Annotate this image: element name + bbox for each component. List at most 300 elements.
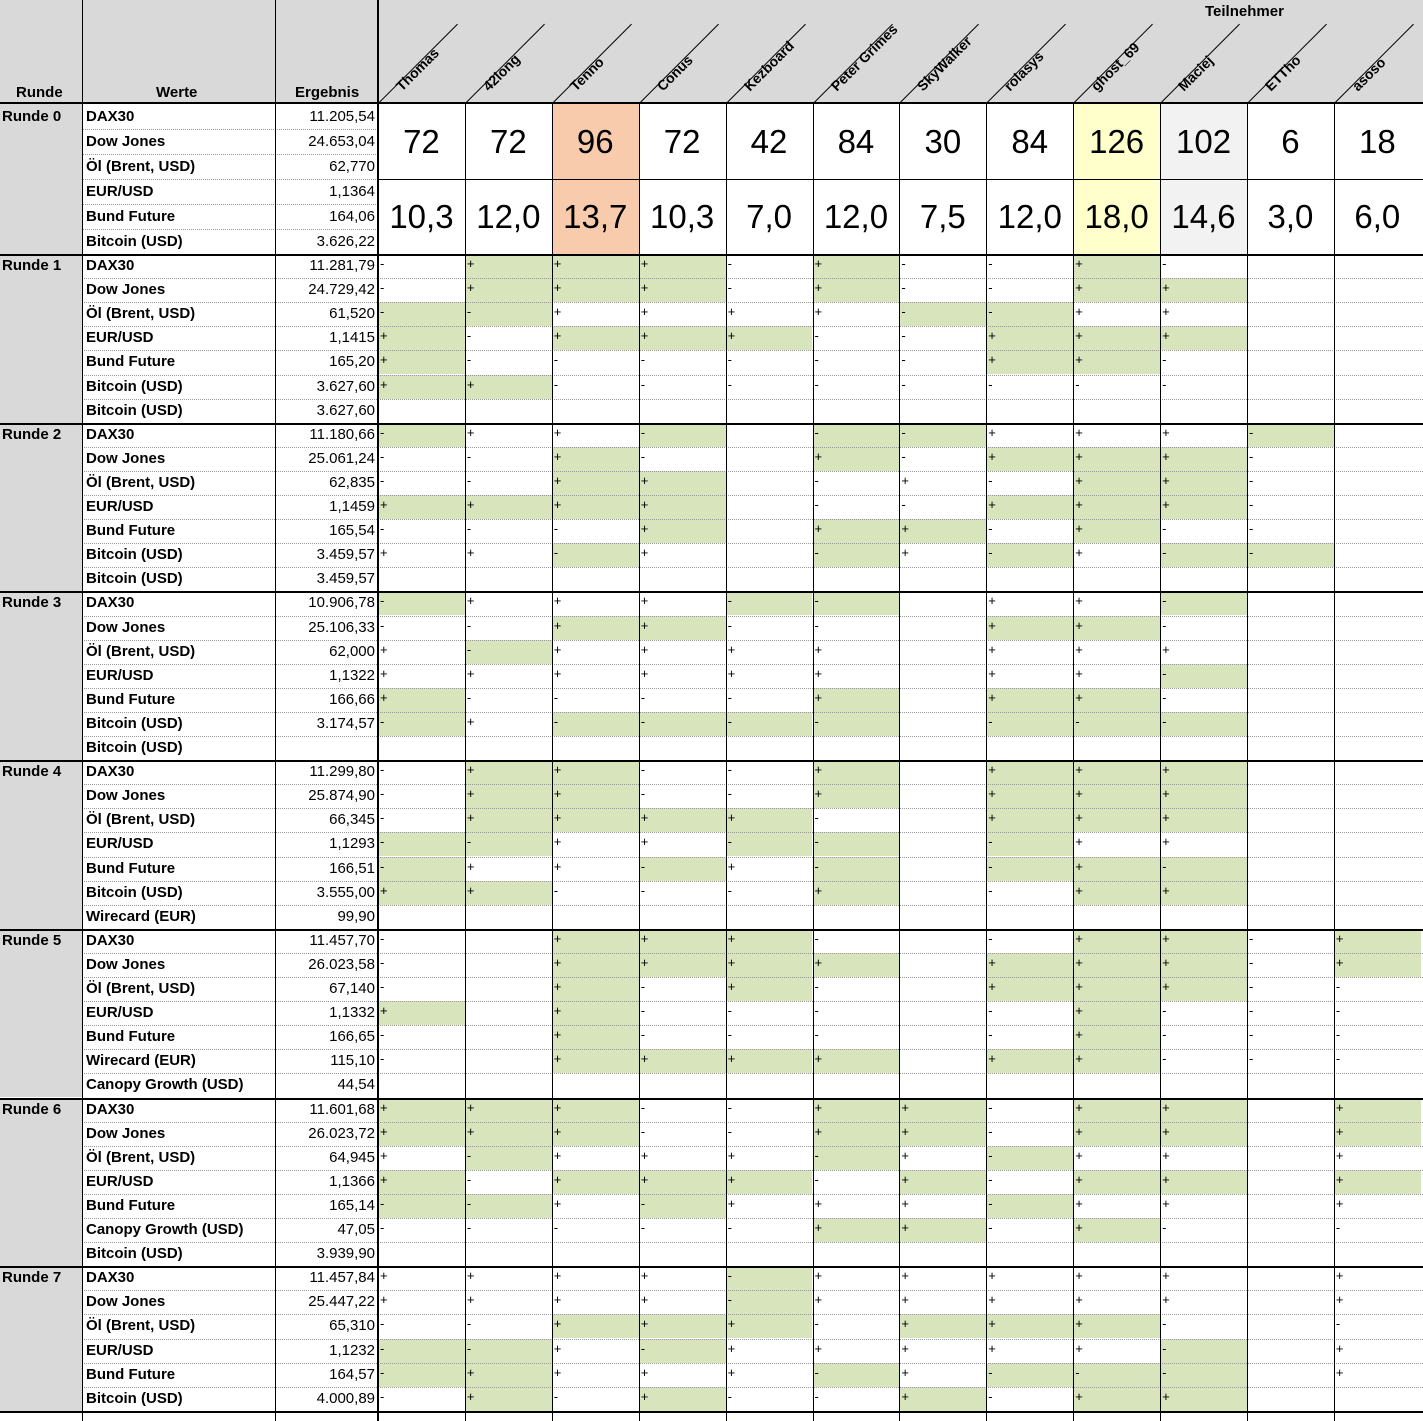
runde-column-bg [0,1098,82,1267]
prediction-cell: - [988,1099,993,1115]
asset-name: Bitcoin (USD) [86,1389,183,1407]
prediction-cell: - [1075,376,1080,392]
prediction-cell: + [727,858,736,874]
column-separator [639,104,640,1421]
asset-name: DAX30 [86,594,135,612]
row-separator [82,1025,1423,1026]
prediction-cell: + [986,1314,1073,1338]
prediction-cell: - [986,712,1073,736]
prediction-cell: - [553,376,559,392]
result-value: 44,54 [337,1076,375,1094]
prediction-cell: - [465,1146,552,1170]
average-cell: 12,0 [476,198,541,235]
prediction-cell: - [988,1003,993,1019]
prediction-cell: + [813,1049,900,1073]
prediction-cell: + [726,326,813,350]
prediction-cell: + [639,519,726,543]
prediction-cell: + [465,254,552,278]
row-separator [82,326,1423,327]
row-separator [82,1290,1423,1291]
prediction-cell [1334,375,1421,399]
prediction-cell: - [1162,689,1167,705]
prediction-cell: + [1073,1314,1160,1338]
prediction-cell: - [814,352,819,368]
prediction-cell: - [640,979,646,994]
row-separator [82,1242,1423,1243]
round-separator [0,591,1423,593]
prediction-cell: - [986,832,1073,856]
prediction-cell: - [986,857,1073,881]
asset-name: Dow Jones [86,133,166,150]
prediction-cell: + [553,1340,562,1356]
prediction-cell: + [899,1170,986,1194]
asset-name: EUR/USD [86,498,154,515]
prediction-cell: + [553,858,562,874]
asset-name: Dow Jones [86,1293,166,1311]
prediction-cell: - [727,280,732,296]
row-separator [82,154,378,155]
row-separator [82,616,1423,617]
prediction-cell: - [727,762,732,778]
prediction-cell: - [380,762,385,778]
prediction-cell [1334,519,1421,543]
row-separator [82,447,1423,448]
row-separator [82,179,378,180]
participant-name: 42long [479,50,523,94]
prediction-cell: - [1335,979,1341,994]
prediction-cell: + [899,1218,986,1242]
prediction-cell: - [466,1316,472,1332]
prediction-cell: + [813,688,900,712]
header-ergebnis: Ergebnis [295,84,360,101]
prediction-cell: - [814,979,819,994]
prediction-cell: + [986,326,1073,350]
prediction-cell: - [727,1003,732,1019]
prediction-cell: + [1160,1387,1247,1411]
result-value: 1,1332 [329,1004,375,1022]
result-value: 26.023,58 [308,955,375,973]
prediction-cell: + [1334,953,1421,977]
result-value [275,736,378,760]
prediction-cell: - [640,1099,646,1115]
prediction-cell: + [814,304,823,320]
prediction-cell: - [380,930,385,946]
prediction-cell: + [901,1268,909,1284]
points-cell: 96 [552,104,639,179]
prediction-cell: + [1075,641,1083,657]
prediction-cell: - [640,689,646,705]
prediction-cell: + [727,665,736,681]
prediction-cell: - [988,1123,993,1139]
prediction-cell: - [1335,1051,1341,1067]
participant-name: asoso [1348,54,1389,94]
prediction-cell: - [466,689,472,705]
prediction-cell: - [378,1194,465,1218]
prediction-cell: + [1073,881,1160,905]
asset-name: Bund Future [86,208,176,225]
prediction-cell: - [466,617,472,633]
asset-name: Bitcoin (USD) [86,739,183,756]
result-value: 1,1322 [329,666,375,684]
prediction-cell: + [1075,1340,1083,1356]
prediction-cell: + [727,1364,736,1380]
asset-name: EUR/USD [86,666,154,684]
prediction-cell: - [1160,712,1247,736]
round-label: Runde 1 [2,257,62,274]
points-cell: 72 [489,123,527,160]
prediction-cell: - [813,1363,900,1387]
prediction-cell: + [465,784,552,808]
prediction-cell: - [988,1171,993,1187]
result-value: 11.457,84 [309,1269,375,1287]
prediction-cell: + [1160,760,1247,784]
average-cell: 18,0 [1073,179,1160,254]
round-label: Runde 7 [2,1269,62,1287]
prediction-cell: - [380,280,385,296]
prediction-cell: - [553,521,559,537]
summary-separator [378,179,1423,180]
asset-name: Bitcoin (USD) [86,1245,183,1263]
prediction-cell: + [552,1314,639,1338]
result-value: 99,90 [337,907,375,925]
prediction-cell: + [726,1049,813,1073]
prediction-cell: - [899,423,986,447]
prediction-cell: - [378,857,465,881]
asset-name: Bitcoin (USD) [86,377,183,395]
prediction-cell: + [1160,929,1247,953]
prediction-cell: - [814,497,819,512]
result-value: 62,770 [329,158,375,175]
prediction-cell: + [1073,760,1160,784]
prediction-cell: - [1335,1316,1341,1332]
prediction-cell: + [813,447,900,471]
prediction-cell: - [466,1220,472,1235]
row-separator [82,664,1423,665]
prediction-cell: - [988,376,993,392]
round-separator [0,929,1423,931]
prediction-cell [1247,1122,1334,1146]
prediction-cell [899,712,986,736]
prediction-cell: + [1335,1364,1344,1380]
prediction-cell: + [988,1292,996,1308]
prediction-cell: + [552,977,639,1001]
prediction-cell: + [466,1268,475,1284]
prediction-cell [1334,688,1421,712]
prediction-cell [1334,326,1421,350]
prediction-cell: + [988,1340,996,1356]
row-separator [82,905,1423,906]
column-separator [377,0,379,1421]
prediction-cell: - [727,1099,732,1115]
column-separator [1247,104,1248,1421]
prediction-cell [726,519,813,543]
header-teilnehmer: Teilnehmer [1205,3,1284,20]
prediction-cell: + [1073,1098,1160,1122]
prediction-cell: - [640,786,646,802]
prediction-cell [726,543,813,567]
row-separator [82,1194,1423,1195]
prediction-cell: + [378,688,465,712]
prediction-cell [465,1001,552,1025]
prediction-cell: + [1073,447,1160,471]
prediction-cell: + [986,1049,1073,1073]
prediction-cell: - [727,1123,732,1139]
prediction-cell: + [1075,1195,1083,1211]
result-value: 1,1459 [329,498,375,515]
prediction-cell [1247,1194,1334,1218]
prediction-cell: + [639,808,726,832]
prediction-cell: + [552,929,639,953]
points-cell: 84 [837,123,875,160]
average-cell: 7,0 [746,198,792,235]
prediction-cell: - [640,882,646,898]
prediction-cell: - [553,1220,559,1235]
prediction-cell: - [380,472,385,488]
prediction-cell [1247,640,1334,664]
asset-name: EUR/USD [86,1004,154,1022]
row-separator [82,1122,1423,1123]
average-cell: 7,5 [919,198,966,235]
prediction-cell: - [813,423,900,447]
prediction-cell [1247,254,1334,278]
prediction-cell: + [727,641,736,657]
prediction-cell [899,784,986,808]
result-value: 66,345 [329,811,375,829]
prediction-cell: - [1249,930,1254,946]
prediction-cell: + [986,808,1073,832]
prediction-cell: + [552,760,639,784]
prediction-cell: - [639,1194,726,1218]
prediction-cell: - [1162,1027,1167,1043]
result-value: 165,20 [329,353,375,371]
prediction-cell: + [899,1387,986,1411]
prediction-cell [899,640,986,664]
prediction-cell: - [1160,1363,1247,1387]
round-label: Runde 4 [2,763,62,781]
prediction-cell: - [640,1123,646,1139]
prediction-cell: + [1073,1001,1160,1025]
average-cell: 13,7 [552,179,639,254]
prediction-cell: + [1160,326,1247,350]
prediction-cell: - [986,302,1073,326]
asset-name: EUR/USD [86,1172,154,1190]
prediction-cell: - [813,832,900,856]
prediction-cell: + [378,1170,465,1194]
prediction-cell [1247,1387,1334,1411]
prediction-cell [1247,591,1334,615]
prediction-cell: - [378,1339,465,1363]
prediction-cell: + [1073,1170,1160,1194]
prediction-cell: + [552,278,639,302]
prediction-cell: + [378,1001,465,1025]
prediction-cell: - [814,617,819,633]
prediction-cell: + [639,1170,726,1194]
prediction-cell: - [552,543,639,567]
row-separator [82,519,1423,520]
round-separator [0,1411,1423,1413]
prediction-cell: - [988,256,993,271]
prediction-cell [1247,1146,1334,1170]
prediction-cell: + [814,1340,823,1356]
prediction-cell: + [640,834,649,850]
prediction-cell: + [552,1049,639,1073]
prediction-cell: + [552,1098,639,1122]
result-value: 165,14 [329,1196,375,1214]
asset-name: EUR/USD [86,1341,154,1359]
prediction-cell: - [1160,857,1247,881]
row-separator [82,808,1423,809]
result-value: 25.106,33 [308,618,375,636]
prediction-cell: + [640,641,649,657]
prediction-cell: + [1160,784,1247,808]
prediction-cell [1247,278,1334,302]
prediction-cell: + [899,1122,986,1146]
prediction-cell: - [465,832,552,856]
result-value: 67,140 [329,980,375,997]
prediction-cell: - [727,617,732,633]
prediction-cell: - [639,423,726,447]
asset-name: Bund Future [86,1196,176,1214]
result-value: 26.023,72 [308,1124,375,1142]
result-value: 1,1366 [329,1172,375,1190]
prediction-cell: - [380,810,385,826]
prediction-cell [899,616,986,640]
prediction-cell: - [901,256,906,271]
prediction-cell: - [466,1171,472,1187]
prediction-cell: + [639,1387,726,1411]
prediction-cell: - [466,352,472,368]
prediction-cell [899,832,986,856]
prediction-cell [1247,1290,1334,1314]
round-label: Runde 3 [2,594,62,612]
prediction-cell: + [553,1147,562,1163]
prediction-cell: + [1073,1025,1160,1049]
prediction-cell: - [465,640,552,664]
prediction-cell: + [1160,953,1247,977]
asset-name: Öl (Brent, USD) [86,811,196,829]
prediction-cell: + [1335,1147,1344,1163]
prediction-cell [899,664,986,688]
prediction-cell: + [465,1363,552,1387]
prediction-cell: + [901,472,909,488]
prediction-cell: - [639,857,726,881]
average-cell: 12,0 [823,198,889,235]
prediction-cell [1334,712,1421,736]
prediction-cell: - [378,832,465,856]
prediction-cell: - [813,712,900,736]
prediction-cell: + [1073,519,1160,543]
row-separator [82,640,1423,641]
prediction-cell: + [640,1292,649,1308]
prediction-cell: + [466,665,475,681]
prediction-cell: + [901,1195,909,1211]
prediction-cell [1247,1218,1334,1242]
prediction-cell: + [552,808,639,832]
prediction-cell: + [465,495,552,519]
prediction-cell: + [466,545,475,561]
prediction-cell: + [1334,1098,1421,1122]
prediction-cell: - [553,689,559,705]
points-cell: 18 [1358,123,1396,160]
prediction-cell [899,808,986,832]
row-separator [82,953,1423,954]
row-separator [82,881,1423,882]
points-cell: 42 [750,123,788,160]
prediction-cell [465,1025,552,1049]
prediction-cell: + [1075,1292,1083,1308]
prediction-cell: - [727,1027,732,1043]
column-separator [1073,104,1074,1421]
prediction-cell: - [553,882,559,898]
prediction-cell: + [465,808,552,832]
result-value: 24.653,04 [308,133,375,150]
participant-name: ETTho [1261,51,1304,94]
prediction-cell: + [1160,471,1247,495]
prediction-cell: + [901,1292,909,1308]
prediction-cell: - [988,280,993,296]
participant-name: SkyWalker [914,32,976,94]
prediction-cell: + [639,278,726,302]
prediction-cell: + [553,1364,562,1380]
prediction-cell: + [552,1122,639,1146]
prediction-cell: + [814,1268,823,1284]
prediction-cell: - [1162,1003,1167,1019]
prediction-cell: + [640,304,649,320]
prediction-cell: - [986,1363,1073,1387]
prediction-cell: + [465,1122,552,1146]
points-cell: 72 [663,123,701,160]
prediction-cell: - [1162,352,1167,368]
prediction-cell: + [1073,1387,1160,1411]
prediction-cell [1334,832,1421,856]
prediction-cell: + [727,1147,736,1163]
prediction-cell: - [814,930,819,946]
prediction-cell: + [552,447,639,471]
prediction-cell: - [378,1363,465,1387]
prediction-cell: - [380,786,385,802]
asset-name: EUR/USD [86,835,154,853]
prediction-cell [1247,857,1334,881]
row-separator [82,204,378,205]
row-separator [82,350,1423,351]
prediction-cell [1247,881,1334,905]
prediction-cell: + [1162,1147,1170,1163]
prediction-cell: + [466,858,475,874]
average-cell: 14,6 [1160,179,1247,254]
result-value: 4.000,89 [316,1389,375,1407]
prediction-cell: + [552,1025,639,1049]
column-separator [726,104,727,1421]
result-value: 11.299,80 [309,763,375,781]
prediction-cell [1334,495,1421,519]
round-label: Runde 5 [2,931,62,949]
prediction-cell: - [1160,543,1247,567]
prediction-cell [899,953,986,977]
prediction-cell [1247,712,1334,736]
prediction-cell: - [814,472,819,488]
prediction-cell: + [813,881,900,905]
prediction-cell: - [552,712,639,736]
prediction-cell: - [726,1290,813,1314]
result-value: 25.874,90 [308,787,375,805]
row-separator [82,399,1423,400]
prediction-cell: - [727,376,732,392]
prediction-cell: + [1073,929,1160,953]
round-separator [0,254,1423,256]
asset-name: Öl (Brent, USD) [86,1148,196,1166]
prediction-cell: + [640,1268,649,1284]
prediction-cell: + [465,278,552,302]
